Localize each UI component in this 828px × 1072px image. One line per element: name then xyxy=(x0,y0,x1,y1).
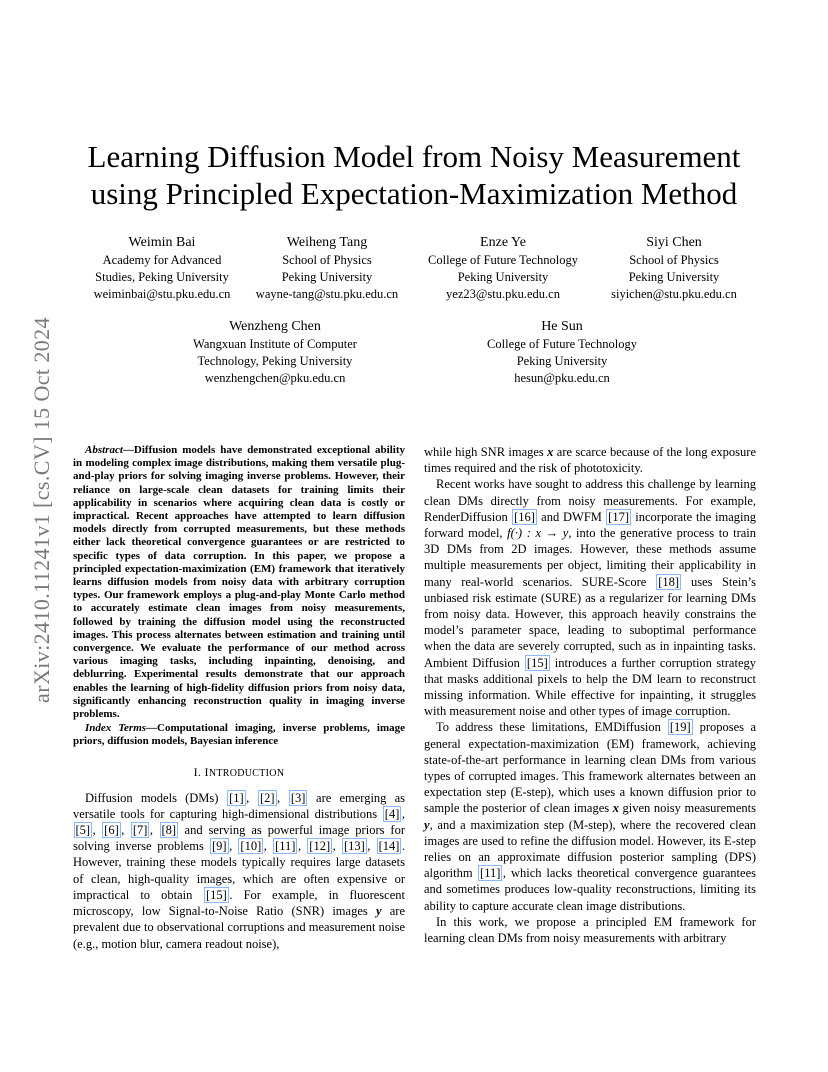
author-block-enze-ye xyxy=(414,234,592,303)
text-run: , which lacks theoretical convergence guarantees and sometimes produces low-quality reconstructions, limiting its ability to capture accurate clean image distributions. xyxy=(424,866,756,913)
math-symbol-x: x xyxy=(547,445,554,459)
math-symbol-y: y xyxy=(375,904,382,919)
author-name: Wenzheng Chen xyxy=(229,319,321,334)
citation-link[interactable]: [12] xyxy=(309,839,331,854)
text-run: To address these limitations, EMDiffusion xyxy=(436,720,668,735)
citation-link[interactable]: [1] xyxy=(229,790,244,805)
text-run: given noisy measurements xyxy=(618,801,756,816)
text-run: In this work, we propose a principled EM framework for learning clean DMs from noisy measurements with arbitrary xyxy=(424,914,756,946)
author-email: wenzhengchen@pku.edu.cn xyxy=(204,371,346,385)
text-run: . However, training these models typically requires large datasets of clean, high-quality images, which are often expensive or impractical to obtain xyxy=(73,839,406,902)
section-title: NTRODUCTION xyxy=(208,767,285,779)
text-run: and serving as powerful image priors for solving inverse problems xyxy=(73,823,406,854)
author-email: weiminbai@stu.pku.edu.cn xyxy=(93,287,231,301)
author-name: Weiheng Tang xyxy=(286,235,368,250)
text-run: proposes a general expectation-maximization (EM) framework, achieving state-of-the-art performance in learning clean DMs from various types of corrupted images. This framework alternates between an expectation step (E-step), which uses a known diffusion prior to sample the posterior of clean images xyxy=(424,720,756,816)
citation-link[interactable]: [15] xyxy=(206,887,227,902)
author-block-siyi-chen xyxy=(594,234,754,303)
text-run: , and a maximization step (M-step), where the recovered clean images are used to refine the diffusion model. However, its E-step relies on an approximate diffusion posterior sampling (DPS) algorithm xyxy=(424,817,756,881)
text-run: Recent works have sought to address this challenge by learning clean DMs directly from noisy measurements. For example, RenderDiffusion xyxy=(424,477,756,524)
text-run: . For example, in fluorescent microscopy, low Signal-to-Noise Ratio (SNR) images xyxy=(73,887,405,919)
citation-link[interactable]: [2] xyxy=(259,790,275,805)
author-email: yez23@stu.pku.edu.cn xyxy=(446,287,560,301)
citation-link[interactable]: [5] xyxy=(75,823,91,838)
author-affiliation: Studies, Peking University xyxy=(95,270,229,284)
math-forward-model: f(·) : x → y xyxy=(507,526,569,541)
author-affiliation: Peking University xyxy=(281,270,373,284)
paper-title-line-2: using Principled Expectation-Maximization Method xyxy=(90,176,738,211)
intro-paragraph-1-continued xyxy=(424,444,756,476)
abstract-label: Abstract xyxy=(85,444,123,456)
author-affiliation: Academy for Advanced xyxy=(102,253,222,267)
author-name: He Sun xyxy=(541,319,583,334)
citation-link[interactable]: [9] xyxy=(212,839,227,854)
text-run: and DWFM xyxy=(537,509,606,524)
author-name: Enze Ye xyxy=(480,235,526,250)
arxiv-identifier xyxy=(22,290,62,730)
text-run: are scarce because of the long exposure times required and the risk of phototoxicity. xyxy=(424,445,756,476)
citation-link[interactable]: [4] xyxy=(384,806,400,821)
intro-paragraph-3 xyxy=(424,719,756,913)
text-run: , into the generative process to train 3D DMs from 2D images. However, these methods assume multiple measurements per object, limiting their applicability in many real-world scenarios. SURE-Score xyxy=(424,526,757,589)
citation-link[interactable]: [13] xyxy=(343,839,365,854)
index-terms xyxy=(73,722,405,748)
index-terms-text: —Computational imaging, inverse problems, image priors, diffusion models, Bayesian inference xyxy=(73,722,405,748)
citation-link[interactable]: [11] xyxy=(275,839,296,854)
citation-link[interactable]: [14] xyxy=(378,839,400,854)
math-symbol-y: y xyxy=(424,817,430,832)
citation-link[interactable]: [15] xyxy=(526,655,548,670)
author-email: wayne-tang@stu.pku.edu.cn xyxy=(255,287,399,301)
intro-paragraph-2 xyxy=(424,476,756,719)
author-affiliation: College of Future Technology xyxy=(487,337,637,351)
section-number: I. I xyxy=(193,764,209,779)
author-email: siyichen@stu.pku.edu.cn xyxy=(611,287,737,301)
author-affiliation: Peking University xyxy=(516,354,608,368)
author-affiliation: School of Physics xyxy=(282,253,372,267)
citation-link[interactable]: [3] xyxy=(290,790,306,805)
citation-link[interactable]: [7] xyxy=(132,823,148,838)
text-run: incorporate the imaging forward model, xyxy=(424,509,756,541)
author-affiliation: Technology, Peking University xyxy=(197,354,353,368)
author-name: Siyi Chen xyxy=(646,235,702,250)
author-affiliation: School of Physics xyxy=(629,253,719,267)
paper-title-line-1: Learning Diffusion Model from Noisy Measurement xyxy=(87,139,741,174)
text-run: are prevalent due to observational corruptions and measurement noise (e.g., motion blur, camera readout noise), xyxy=(73,904,406,951)
section-heading-introduction xyxy=(73,765,405,780)
abstract-text: —Diffusion models have demonstrated exceptional ability in modeling complex image distributions, making them versatile plug-and-play priors for solving imaging inverse problems. However, their reliance on large-scale clean datasets for training limits their applicability in scenarios where acquiring clean data is costly or impractical. Recent approaches have attempted to learn diffusion models directly from corrupted measurements, but these methods either lack theoretical convergence guarantees or are restricted to specific types of data corruption. In this paper, we propose a principled expectation-maximization (EM) framework that iteratively learns diffusion models from noisy data with arbitrary corruption types. Our framework employs a plug-and-play Monte Carlo method to accurately estimate clean images from noisy measurements, followed by training the diffusion model using the reconstructed images. This process alternates between estimation and training until convergence. We evaluate the performance of our method across various imaging tasks, including inpainting, denoising, and deblurring. Experimental results demonstrate that our approach enables the learning of high-fidelity diffusion priors from noisy data, significantly enhancing reconstruction quality in imaging inverse problems. xyxy=(73,444,405,721)
text-run: introduces a further corruption strategy that masks additional pixels to help the DM learn to reconstruct missing information. While effective for inpainting, it struggles with measurement noise and other types of image corruption. xyxy=(424,655,756,719)
citation-link[interactable]: [18] xyxy=(658,574,680,589)
author-name: Weimin Bai xyxy=(128,235,196,250)
intro-paragraph-4 xyxy=(424,914,756,946)
arxiv-identifier-text: arXiv:2410.11241v1 [cs.CV] 15 Oct 2024 xyxy=(29,317,54,703)
citation-link[interactable]: [6] xyxy=(104,823,119,838)
citation-link[interactable]: [17] xyxy=(608,509,629,524)
citation-link[interactable]: [19] xyxy=(669,720,691,735)
math-symbol-x: x xyxy=(612,801,619,816)
text-run: are emerging as versatile tools for capturing high-dimensional distributions xyxy=(73,790,405,821)
author-block-weimin-bai xyxy=(72,234,252,303)
citation-link[interactable]: [10] xyxy=(240,839,262,854)
paper-title xyxy=(60,138,768,212)
index-terms-label: Index Terms xyxy=(85,722,147,735)
author-email: hesun@pku.edu.cn xyxy=(514,371,610,385)
citation-link[interactable]: [16] xyxy=(514,509,535,524)
intro-paragraph-1: Diffusion models (DMs) [1] , [2] , [3] are emerging as versatile tools for capturing high-dimensional distributions [4] , [5] , [6] , [7] , [8] and serving as powerful image priors for solving inverse problems [9] , [10] , [11] , [12] , [13] , [14] . However, training these models typically requires large datasets of clean, high-quality images, which are often expensive or impractical to obtain [15] . For example, in fluorescent microscopy, low Signal-to-Noise Ratio (SNR) images y are prevalent due to observational corruptions and measurement noise (e.g., motion blur, camera readout noise), xyxy=(73,790,406,951)
author-affiliation: College of Future Technology xyxy=(428,253,578,267)
author-affiliation: Peking University xyxy=(628,270,720,284)
citation-link[interactable]: [8] xyxy=(161,823,177,838)
right-column xyxy=(424,444,756,946)
author-block-wenzheng-chen xyxy=(170,318,380,387)
abstract xyxy=(73,444,405,721)
left-column xyxy=(73,444,405,952)
text-run: Diffusion models (DMs) xyxy=(85,790,227,805)
author-affiliation: Peking University xyxy=(457,270,549,284)
citation-link[interactable]: [11] xyxy=(480,866,501,881)
text-run: while high SNR images xyxy=(424,445,548,459)
author-block-he-sun xyxy=(462,318,662,387)
text-run: uses Stein’s unbiased risk estimate (SURE) as a regularizer for learning DMs from noisy data. However, this approach heavily constrains the model’s parameter space, leading to suboptimal performance when the data are severely corrupted, such as in inpainting tasks. Ambient Diffusion xyxy=(424,574,756,670)
author-block-weiheng-tang xyxy=(241,234,413,303)
author-affiliation: Wangxuan Institute of Computer xyxy=(193,337,357,351)
